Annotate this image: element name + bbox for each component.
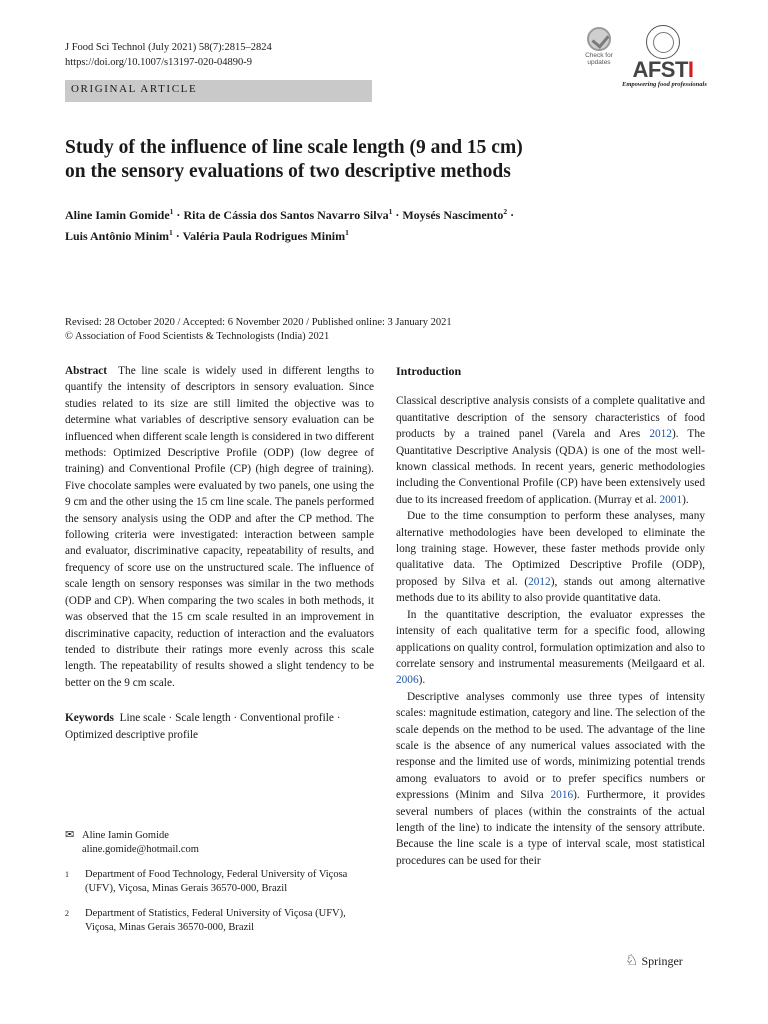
author-list <box>65 203 705 245</box>
keywords <box>65 710 374 743</box>
citation-link[interactable]: 2016 <box>550 789 574 802</box>
affiliation <box>65 868 374 895</box>
publisher-logo <box>625 951 683 969</box>
afsti-wordmark-prefix: AFST <box>632 57 688 82</box>
keywords-text: Line scale · Scale length · Conventional profile · Optimized descriptive profile <box>65 712 341 741</box>
history-dates: Revised: 28 October 2020 / Accepted: 6 November 2020 / Published online: 3 January 2021 <box>65 317 452 328</box>
article-title <box>65 136 705 184</box>
afsti-seal-icon <box>646 25 680 59</box>
affiliation-number: 2 <box>65 909 69 918</box>
publisher-name: Springer <box>641 954 683 968</box>
crossmark-icon <box>587 27 611 51</box>
abstract-heading: Abstract <box>65 365 108 377</box>
afsti-wordmark-suffix: I <box>687 57 694 82</box>
check-updates-line1: Check for <box>585 52 613 59</box>
article-type-label: ORIGINAL ARTICLE <box>71 83 198 95</box>
introduction-heading: Introduction <box>396 364 462 378</box>
article-type-banner <box>65 80 372 102</box>
afsti-logo <box>622 25 707 97</box>
citation-link[interactable]: 2001 <box>659 493 683 506</box>
author[interactable]: Luis Antônio Minim$^1$ · <box>65 228 183 243</box>
publication-dates <box>65 316 705 344</box>
afsti-tagline: Empowering food professionals <box>622 81 707 88</box>
citation-link[interactable]: 2012 <box>649 428 672 441</box>
author[interactable]: Rita de Cássia dos Santos Navarro Silva$^1$ · <box>183 207 403 222</box>
intro-paragraph-1: Classical descriptive analysis consists of a complete qualitative and quantitative description of the sensory characteristics of food products by a trained panel (Varela and Ares 2012). The Quantitative Descriptive Analysis (QDA) is one of the most well-known classical methods. In recent years, generic methodologies including the Conventional Profile (CP) have been extensively used due to its increased freedom of application. (Murray et al. 2001). <box>396 395 705 506</box>
author[interactable]: Moysés Nascimento$^2$ · <box>402 207 515 222</box>
citation-link[interactable]: 2012 <box>528 575 551 588</box>
correspondence <box>65 829 374 856</box>
intro-paragraph-3: In the quantitative description, the evaluator expresses the intensity of each qualitative term for a specific food, allowing applications on quality control, formulation optimization and also to correlate sensory and instrumental measurements (Meilgaard et al. 2006). <box>396 608 705 687</box>
affiliation <box>65 907 374 934</box>
citation-link[interactable]: 2006 <box>396 674 419 687</box>
abstract-text: The line scale is widely used in different lengths to quantify the intensity of descriptors in sensory evaluation. Since studies related to its size are still limited the objective was to determine what variables of descriptive sensory evaluation can be influenced when different scale length is considered in two different methods: Optimized Descriptive Profile (ODP) (low degree of training) and Conventional Profile (CP) (high degree of training). Five chocolate samples were evaluated by two panels, one using the 9 cm and the other using the 15 cm line scale. The panels performed the sensory analysis using the ODP and after the CP method. The following criteria were investigated: interaction between sample and evaluator, discriminative capacity, repeatability of results, and frequency of score use on the unstructured scale. The influence of scale length on sensory responses was similar in the two methods (ODP and CP). When comparing the two scales in both methods, it was observed that the 15 cm scale resulted in an improvement in discriminative capacity, reduction of interaction and the evaluators tended to distribute their ratings more evenly across this scale length. The repeatability of results showed a slight tendency to be better on the 9 cm scale. <box>65 365 374 689</box>
springer-horse-icon: ♘ <box>625 951 639 969</box>
title-line-1: Study of the influence of line scale length (9 and 15 cm) <box>65 137 523 158</box>
check-updates-line2: updates <box>587 59 611 66</box>
keywords-heading: Keywords <box>65 712 114 725</box>
right-column <box>396 363 705 869</box>
journal-citation: J Food Sci Technol (July 2021) 58(7):2815–2824 <box>65 42 272 53</box>
left-column <box>65 363 374 743</box>
check-for-updates-badge[interactable] <box>579 27 619 71</box>
afsti-wordmark <box>622 59 704 81</box>
author-info <box>65 829 374 934</box>
corresponding-author-name: Aline Iamin Gomide <box>82 830 169 841</box>
author[interactable]: Aline Iamin Gomide$^1$ · <box>65 207 184 222</box>
affiliation-text: Department of Statistics, Federal University of Viçosa (UFV), Viçosa, Minas Gerais 36570-000, Brazil <box>85 908 346 933</box>
doi-link[interactable]: https://doi.org/10.1007/s13197-020-04890-9 <box>65 57 253 68</box>
intro-paragraph-2: Due to the time consumption to perform these analyses, many alternative methodologies have been developed to eliminate the long training stage. However, these faster methods provide only qualitative data. The Optimized Descriptive Profile (ODP), proposed by Silva et al. (2012), stands out among alternative methods due to its ability to also provide quantitative data. <box>396 510 705 605</box>
affiliation-text: Department of Food Technology, Federal University of Viçosa (UFV), Viçosa, Minas Gerais 36570-000, Brazil <box>85 869 348 894</box>
intro-paragraph-4: Descriptive analyses commonly use three types of intensity scales: magnitude estimation, category and line. The selection of the scale depends on the method to be used. The advantage of the line scale is the absence of any numerical values associated with the response and the limited use of words, minimizing potential trends among evaluators to avoid or to prefer specifics numbers or expressions (Minim and Silva 2016). Furthermore, it provides several numbers of places (within the constraints of the actual length of the line) to indicate the intensity of the sensory attribute. Because the line scale is a type of interval scale, most statistical procedures can be used for their <box>396 690 705 867</box>
author[interactable]: Valéria Paula Rodrigues Minim$^1$ <box>182 228 349 243</box>
envelope-icon: ✉ <box>65 829 75 841</box>
title-line-2: on the sensory evaluations of two descriptive methods <box>65 161 511 182</box>
affiliation-number: 1 <box>65 870 69 879</box>
corresponding-author-email[interactable]: aline.gomide@hotmail.com <box>82 843 199 855</box>
copyright-line: © Association of Food Scientists & Technologists (India) 2021 <box>65 331 330 342</box>
abstract <box>65 363 374 691</box>
journal-header <box>65 40 272 70</box>
